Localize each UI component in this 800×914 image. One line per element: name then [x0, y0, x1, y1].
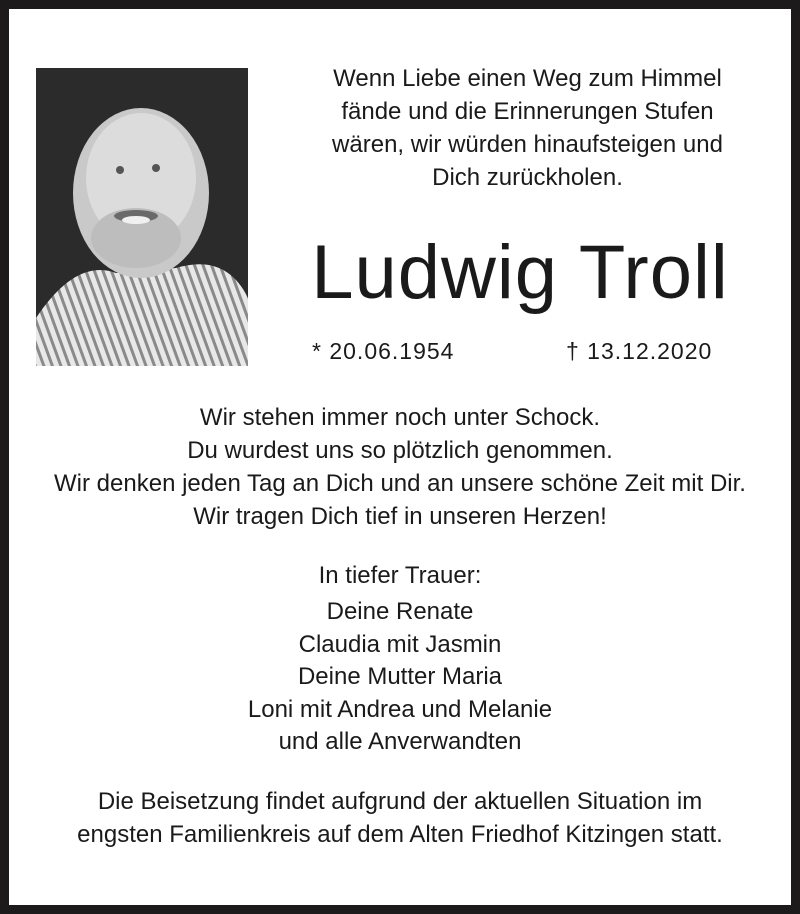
poem-line: Dich zurückholen. [432, 164, 623, 191]
message-line: Wir tragen Dich tief in unseren Herzen! [193, 503, 607, 530]
birth-date: * 20.06.1954 [312, 338, 455, 364]
portrait-photo [36, 68, 248, 366]
funeral-note-line: engsten Familienkreis auf dem Alten Friedhof Kitzingen statt. [77, 821, 723, 848]
message [0, 401, 800, 533]
message-line: Wir stehen immer noch unter Schock. [199, 404, 601, 431]
mourning-heading: In tiefer Trauer: [318, 562, 482, 589]
mourners [0, 596, 800, 759]
poem-line: wären, wir würden hinaufsteigen und [332, 131, 723, 158]
funeral-note-line: Die Beisetzung findet aufgrund der aktuellen Situation im [97, 788, 703, 815]
message-line: Wir denken jeden Tag an Dich und an unsere schöne Zeit mit Dir. [54, 470, 746, 497]
deceased-name: Ludwig Troll [311, 230, 729, 315]
mourner: Claudia mit Jasmin [298, 630, 502, 658]
mourner: Loni mit Andrea und Melanie [247, 695, 553, 723]
mourner: Deine Renate [326, 598, 474, 625]
funeral-note [0, 785, 800, 851]
message-line: Du wurdest uns so plötzlich genommen. [187, 437, 613, 464]
mourner: und alle Anverwandten [278, 728, 522, 755]
poem-line: fände und die Erinnerungen Stufen [341, 98, 714, 125]
death-date: † 13.12.2020 [566, 338, 713, 364]
mourner: Deine Mutter Maria [297, 663, 503, 690]
poem-line: Wenn Liebe einen Weg zum Himmel [333, 65, 722, 92]
poem [290, 62, 765, 194]
